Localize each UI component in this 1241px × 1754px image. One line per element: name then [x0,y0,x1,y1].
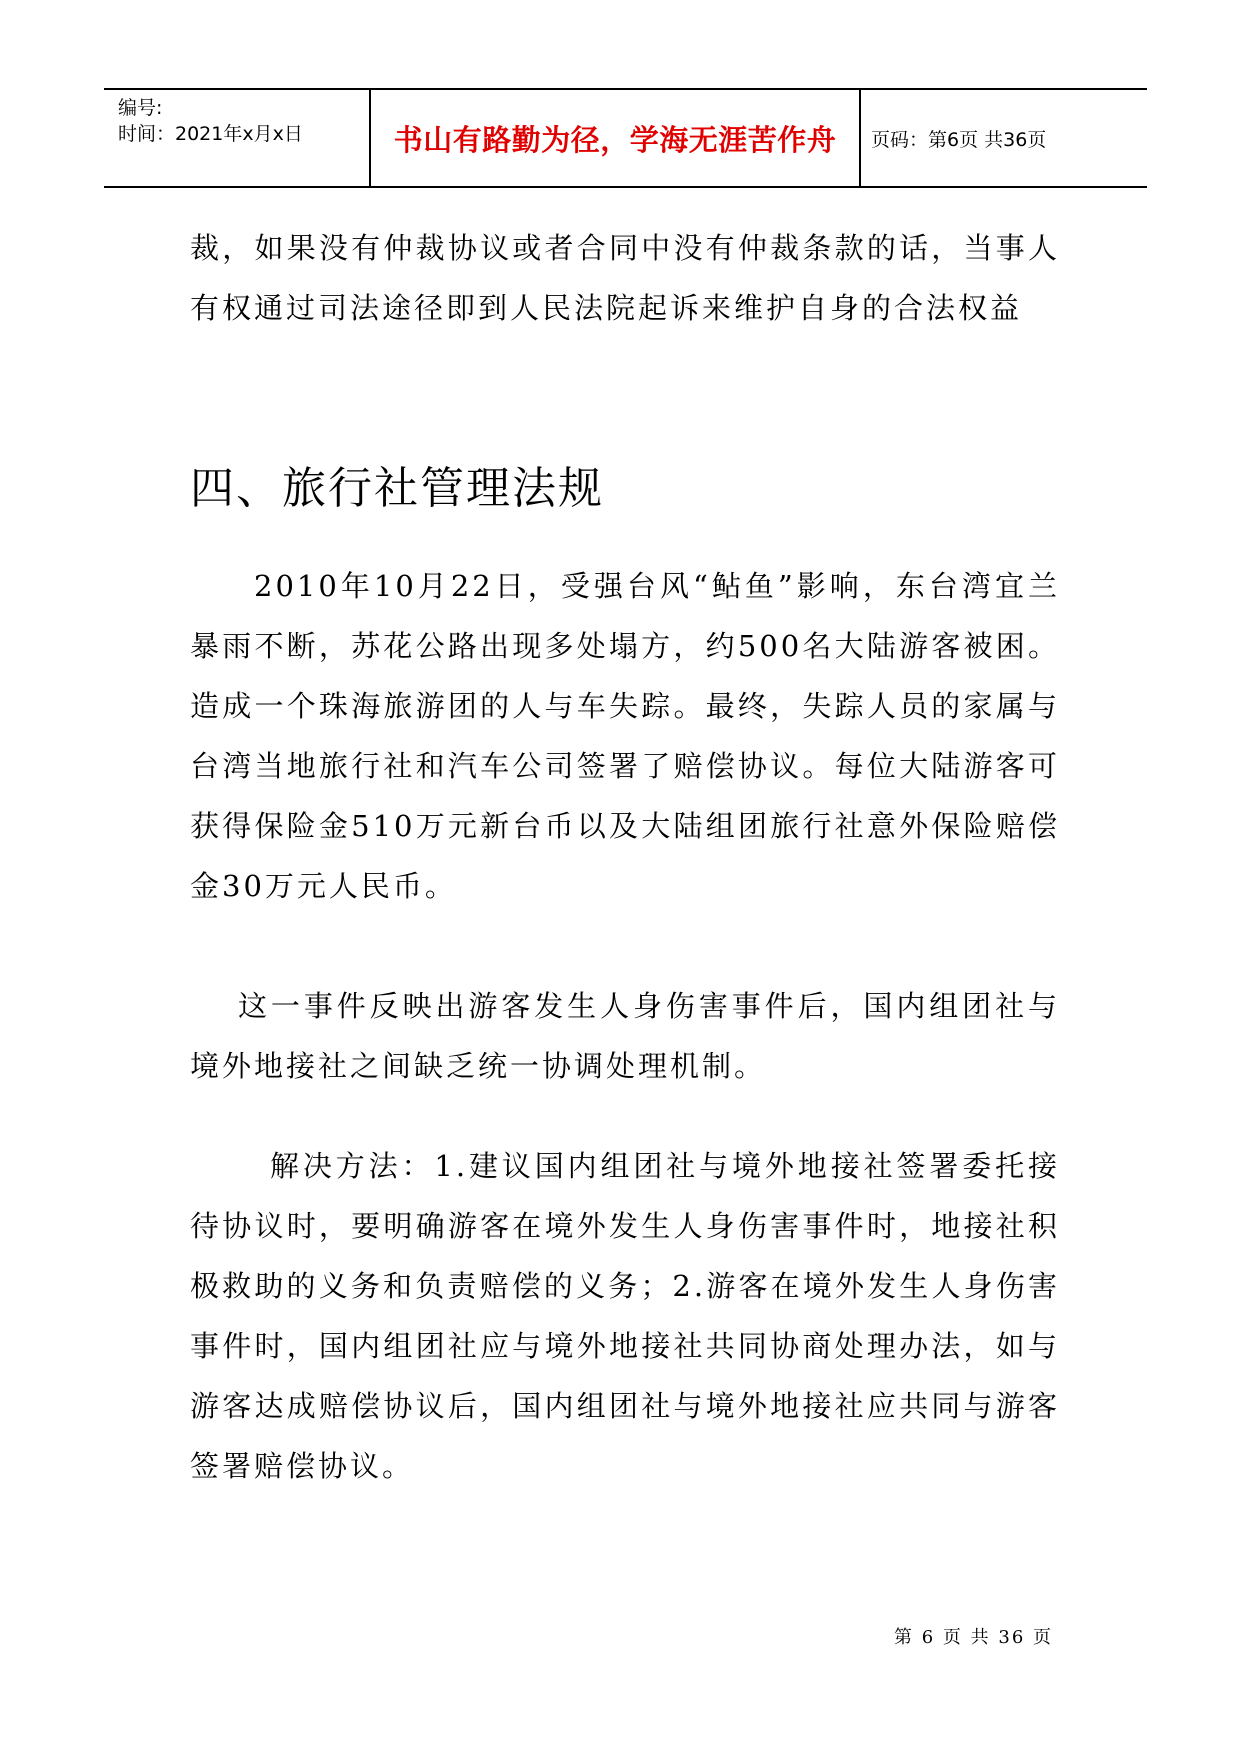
paragraph-solution: 解决方法：1.建议国内组团社与境外地接社签署委托接待协议时，要明确游客在境外发生人身伤害事件时，地接社积极救助的义务和负责赔偿的义务；2.游客在境外发生人身伤害事件时，国内组团社应与境外地接社共同协商处理办法，如与游客达成赔偿协议后，国内组团社与境外地接社应共同与游客签署赔偿协议。 [190,1149,1060,1483]
paragraph-case: 2010年10月22日，受强台风“鲇鱼”影响，东台湾宜兰暴雨不断，苏花公路出现多处塌方，约500名大陆游客被困。造成一个珠海旅游团的人与车失踪。最终，失踪人员的家属与台湾当地旅行社和汽车公司签署了赔偿协议。每位大陆游客可获得保险金510万元新台币以及大陆组团旅行社意外保险赔偿金30万元人民币。 [190,569,1060,903]
header-page-cell [859,90,1147,186]
header-left-cell [104,90,369,186]
document-number-label: 编号: [118,97,163,119]
header-motto-cell [369,90,861,186]
header-motto: 书山有路勤为径，学海无涯苦作舟 [393,122,837,157]
section-heading: 四、旅行社管理法规 [190,463,604,514]
document-time-label: 时间：2021年x月x日 [118,123,303,145]
page-header [104,88,1147,188]
paragraph-continued: 裁，如果没有仲裁协议或者合同中没有仲裁条款的话，当事人有权通过司法途径即到人民法院起诉来维护自身的合法权益 [190,231,1060,325]
header-page-info: 页码：第6页 共36页 [871,128,1047,151]
paragraph-reflection: 这一事件反映出游客发生人身伤害事件后，国内组团社与境外地接社之间缺乏统一协调处理机制。 [190,989,1060,1083]
page-footer-number: 第 6 页 共 36 页 [894,1627,1053,1648]
